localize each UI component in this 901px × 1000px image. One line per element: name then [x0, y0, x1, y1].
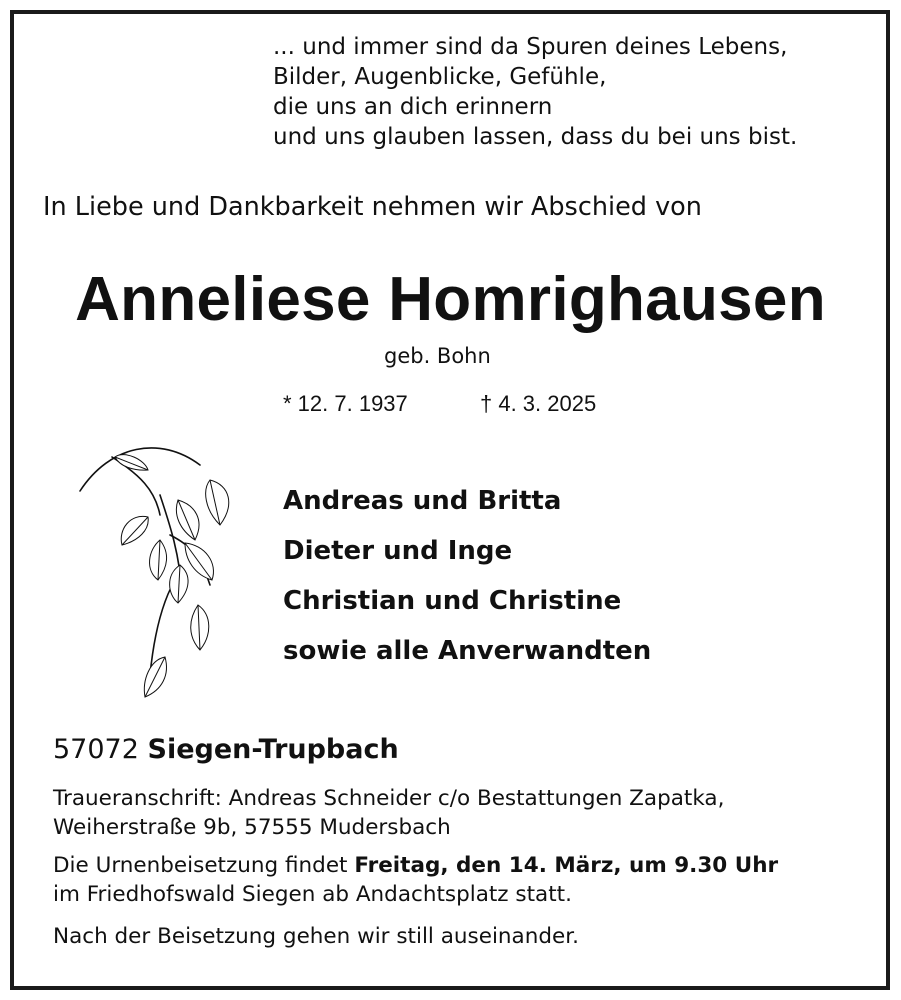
burial-line-1	[53, 851, 778, 880]
memorial-poem	[273, 32, 797, 152]
poem-line: und uns glauben lassen, dass du bei uns bist.	[273, 124, 798, 150]
maiden-name: geb. Bohn	[384, 344, 491, 368]
postal-code: 57072	[53, 734, 139, 765]
burial-text: Die Urnenbeisetzung findet	[53, 853, 355, 878]
deceased-name: Anneliese Homrighausen	[75, 265, 826, 334]
farewell-intro: In Liebe und Dankbarkeit nehmen wir Abschied von	[43, 192, 702, 222]
mourners-list	[283, 483, 651, 683]
closing-note: Nach der Beisetzung gehen wir still auseinander.	[53, 924, 579, 949]
mourner-entry: Andreas und Britta	[283, 486, 562, 516]
city-name: Siegen-Trupbach	[147, 734, 399, 765]
poem-line: die uns an dich erinnern	[273, 94, 553, 120]
condolence-address	[53, 784, 724, 842]
burial-notice	[53, 851, 778, 909]
burial-date-time: Freitag, den 14. März, um 9.30 Uhr	[354, 853, 779, 878]
address-line: Weiherstraße 9b, 57555 Mudersbach	[53, 815, 451, 840]
death-date: † 4. 3. 2025	[480, 391, 597, 416]
poem-line: ... und immer sind da Spuren deines Lebens,	[273, 34, 788, 60]
poem-line: Bilder, Augenblicke, Gefühle,	[273, 64, 607, 90]
mourner-entry: sowie alle Anverwandten	[283, 636, 652, 666]
mourner-entry: Dieter und Inge	[283, 536, 513, 566]
address-line: Traueranschrift: Andreas Schneider c/o Bestattungen Zapatka,	[53, 786, 725, 811]
mourner-entry: Christian und Christine	[283, 586, 622, 616]
birch-leaves-icon	[70, 435, 250, 720]
place-line	[53, 734, 399, 765]
birth-date: * 12. 7. 1937	[283, 391, 408, 416]
burial-line-2: im Friedhofswald Siegen ab Andachtsplatz statt.	[53, 882, 572, 907]
